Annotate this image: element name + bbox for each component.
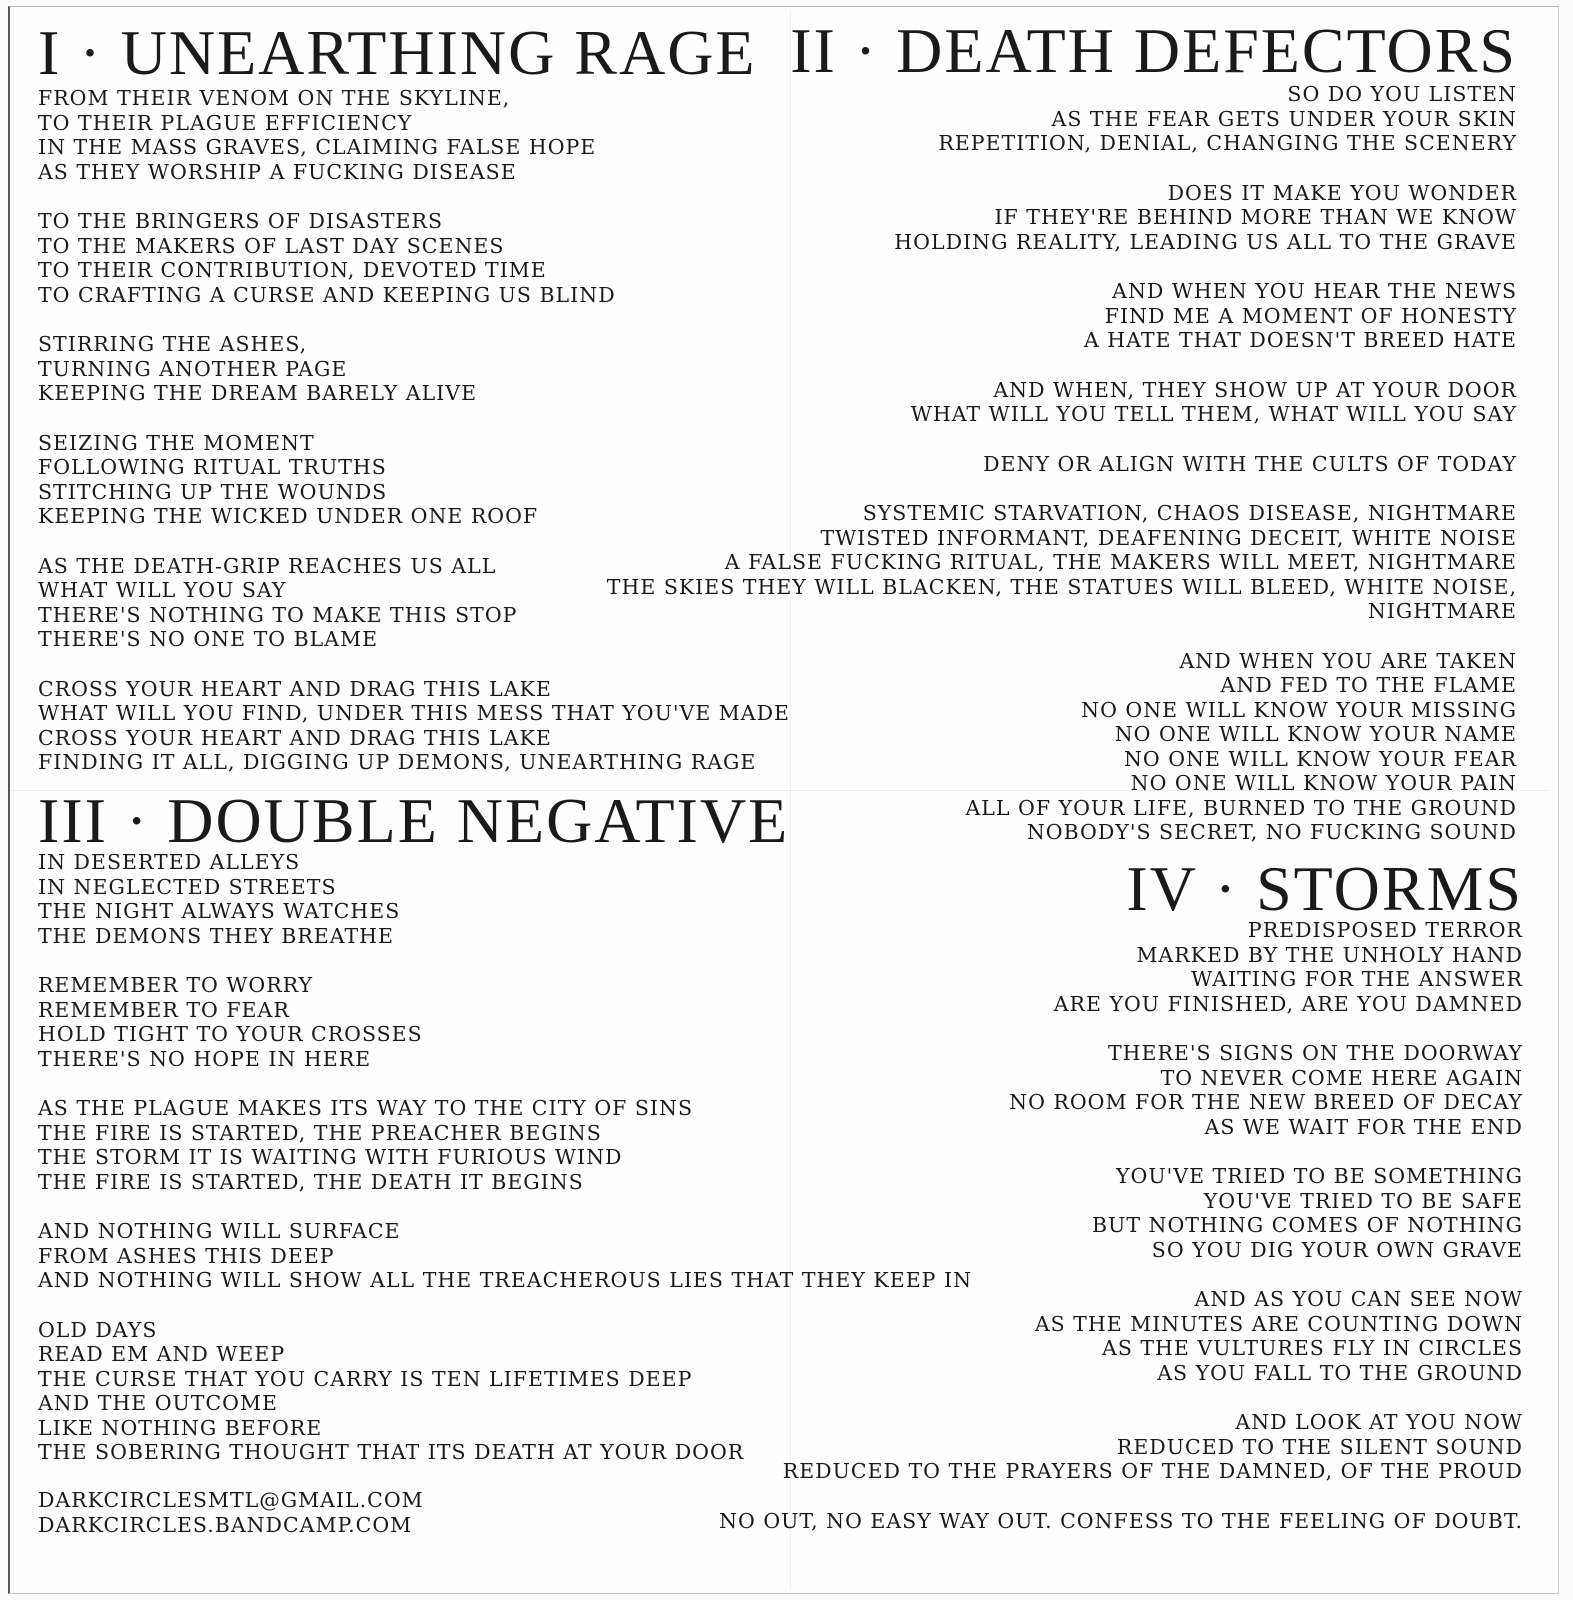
lyric-line: IN THE MASS GRAVES, CLAIMING FALSE HOPE (38, 135, 597, 159)
song-title: III · DOUBLE NEGATIVE (38, 785, 790, 856)
song-death-defectors (606, 15, 1517, 845)
lyric-line: AS THE PLAGUE MAKES ITS WAY TO THE CITY OF SINS (38, 1096, 693, 1120)
lyric-line: TO NEVER COME HERE AGAIN (1160, 1065, 1523, 1090)
lyric-line: THE FIRE IS STARTED, THE PREACHER BEGINS (38, 1120, 602, 1145)
lyric-line: TO THE MAKERS OF LAST DAY SCENES (38, 233, 505, 258)
lyric-line: AS THE DEATH-GRIP REACHES US ALL (38, 553, 497, 578)
lyric-line: TO THE BRINGERS OF DISASTERS (38, 209, 443, 233)
lyric-line: THERE'S NO ONE TO BLAME (38, 627, 379, 651)
lyric-line: DOES IT MAKE YOU WONDER (1167, 180, 1517, 205)
lyric-line: AND NOTHING WILL SURFACE (38, 1219, 401, 1243)
lyric-line: NIGHTMARE (1367, 599, 1517, 623)
lyric-line: YOU'VE TRIED TO BE SAFE (1203, 1188, 1523, 1213)
lyric-line: AND FED TO THE FLAME (1220, 673, 1517, 697)
stanza (607, 452, 1517, 477)
lyric-line: FINDING IT ALL, DIGGING UP DEMONS, UNEARTHING RAGE (38, 750, 757, 774)
lyric-line: CROSS YOUR HEART AND DRAG THIS LAKE (38, 676, 552, 701)
lyric-line: FROM ASHES THIS DEEP (38, 1243, 335, 1268)
lyric-line: AND LOOK AT YOU NOW (1235, 1410, 1523, 1434)
lyric-line: REDUCED TO THE SILENT SOUND (1116, 1434, 1523, 1459)
stanza (719, 1509, 1523, 1534)
lyric-line: PREDISPOSED TERROR (1247, 918, 1523, 942)
lyric-line: NO OUT, NO EASY WAY OUT. CONFESS TO THE FEELING OF DOUBT. (719, 1508, 1523, 1533)
stanza (607, 181, 1517, 255)
stanza (719, 1164, 1523, 1262)
lyric-line: IN NEGLECTED STREETS (38, 874, 337, 899)
lyric-line: SEIZING THE MOMENT (38, 430, 315, 455)
lyric-line: REDUCED TO THE PRAYERS OF THE DAMNED, OF THE PROUD (782, 1459, 1523, 1483)
stanza (719, 918, 1523, 1016)
lyric-line: SYSTEMIC STARVATION, CHAOS DISEASE, NIGHTMARE (862, 501, 1517, 525)
lyric-line: AS THE MINUTES ARE COUNTING DOWN (1034, 1311, 1523, 1336)
lyric-line: FOLLOWING RITUAL TRUTHS (38, 455, 387, 479)
lyric-line: NO ROOM FOR THE NEW BREED OF DECAY (1009, 1090, 1523, 1114)
lyric-line: THE SKIES THEY WILL BLACKEN, THE STATUES WILL BLEED, WHITE NOISE, (606, 574, 1517, 599)
lyric-line: TO THEIR CONTRIBUTION, DEVOTED TIME (38, 258, 547, 282)
lyric-line: NO ONE WILL KNOW YOUR FEAR (1123, 746, 1517, 771)
lyric-line: AND AS YOU CAN SEE NOW (1194, 1287, 1523, 1311)
lyric-line: NOBODY'S SECRET, NO FUCKING SOUND (1026, 820, 1517, 844)
stanza (607, 378, 1517, 427)
lyric-line: IN DESERTED ALLEYS (38, 850, 301, 874)
lyric-line: AS THE FEAR GETS UNDER YOUR SKIN (1051, 106, 1517, 131)
lyric-line: AS YOU FALL TO THE GROUND (1157, 1360, 1523, 1385)
lyric-line: AND WHEN YOU ARE TAKEN (1179, 648, 1517, 673)
lyric-line: WAITING FOR THE ANSWER (1191, 967, 1523, 991)
stanza (607, 82, 1517, 156)
lyric-line: KEEPING THE WICKED UNDER ONE ROOF (38, 504, 539, 528)
song-title: II · DEATH DEFECTORS (790, 15, 1517, 86)
song-lyrics (607, 82, 1517, 845)
lyric-line: THE STORM IT IS WAITING WITH FURIOUS WIND (38, 1145, 623, 1169)
song-title: I · UNEARTHING RAGE (38, 17, 757, 88)
lyric-line: A FALSE FUCKING RITUAL, THE MAKERS WILL MEET, NIGHTMARE (724, 550, 1517, 574)
lyric-line: CROSS YOUR HEART AND DRAG THIS LAKE (38, 725, 552, 750)
lyric-line: THE CURSE THAT YOU CARRY IS TEN LIFETIMES DEEP (38, 1366, 693, 1391)
lyric-line: REPETITION, DENIAL, CHANGING THE SCENERY (938, 131, 1517, 155)
lyric-line: HOLDING REALITY, LEADING US ALL TO THE GRAVE (894, 229, 1517, 254)
lyric-line: FIND ME A MOMENT OF HONESTY (1104, 303, 1517, 328)
lyric-line: A HATE THAT DOESN'T BREED HATE (1083, 328, 1517, 352)
stanza (607, 279, 1517, 353)
lyric-line: OLD DAYS (38, 1317, 158, 1342)
lyric-line: WHAT WILL YOU SAY (38, 578, 287, 602)
lyric-line: THERE'S SIGNS ON THE DOORWAY (1107, 1041, 1523, 1065)
lyric-line: AND WHEN YOU HEAR THE NEWS (1112, 279, 1517, 303)
lyric-line: AND THE OUTCOME (38, 1391, 278, 1415)
lyric-line: FROM THEIR VENOM ON THE SKYLINE, (38, 86, 511, 110)
lyric-line: STIRRING THE ASHES, (38, 332, 308, 356)
lyric-line: AS THEY WORSHIP A FUCKING DISEASE (38, 159, 517, 184)
song-lyrics (719, 918, 1523, 1533)
lyric-line: YOU'VE TRIED TO BE SOMETHING (1116, 1164, 1523, 1188)
lyric-line: NO ONE WILL KNOW YOUR NAME (1114, 722, 1517, 746)
lyric-line: TO CRAFTING A CURSE AND KEEPING US BLIND (38, 282, 616, 307)
lyric-line: AND NOTHING WILL SHOW ALL THE TREACHEROUS LIES THAT THEY KEEP IN (38, 1268, 973, 1292)
lyric-line: NO ONE WILL KNOW YOUR PAIN (1130, 771, 1517, 795)
lyric-line: SO DO YOU LISTEN (1287, 82, 1517, 106)
lyric-line: HOLD TIGHT TO YOUR CROSSES (38, 1022, 423, 1046)
stanza (719, 1287, 1523, 1385)
lyric-line: STITCHING UP THE WOUNDS (38, 479, 388, 504)
lyric-line: WHAT WILL YOU TELL THEM, WHAT WILL YOU SAY (910, 402, 1517, 426)
lyric-line: THERE'S NO HOPE IN HERE (38, 1046, 372, 1071)
lyric-line: AS THE VULTURES FLY IN CIRCLES (1102, 1336, 1523, 1360)
lyric-line: WHAT WILL YOU FIND, UNDER THIS MESS THAT YOU'VE MADE (38, 701, 790, 725)
lyric-line: KEEPING THE DREAM BARELY ALIVE (38, 381, 478, 405)
lyric-line: THERE'S NOTHING TO MAKE THIS STOP (38, 602, 518, 627)
lyric-line: REMEMBER TO FEAR (38, 997, 290, 1022)
contact-bandcamp-link: DARKCIRCLES.BANDCAMP.COM (38, 1512, 413, 1537)
lyric-line: LIKE NOTHING BEFORE (38, 1415, 323, 1440)
contact-email: DARKCIRCLESMTL@GMAIL.COM (38, 1488, 424, 1512)
lyric-line: THE DEMONS THEY BREATHE (38, 923, 394, 948)
lyric-line: REMEMBER TO WORRY (38, 973, 313, 997)
song-storms (719, 853, 1523, 1533)
lyric-line: THE NIGHT ALWAYS WATCHES (38, 899, 401, 923)
lyric-line: TURNING ANOTHER PAGE (38, 356, 348, 381)
lyric-line: THE SOBERING THOUGHT THAT ITS DEATH AT YOUR DOOR (38, 1440, 745, 1464)
lyric-line: THE FIRE IS STARTED, THE DEATH IT BEGINS (38, 1169, 584, 1194)
lyric-line: NO ONE WILL KNOW YOUR MISSING (1081, 697, 1517, 722)
lyric-line: ARE YOU FINISHED, ARE YOU DAMNED (1053, 991, 1523, 1016)
lyric-line: ALL OF YOUR LIFE, BURNED TO THE GROUND (965, 795, 1517, 820)
lyric-line: AND WHEN, THEY SHOW UP AT YOUR DOOR (993, 377, 1517, 402)
lyric-line: DENY OR ALIGN WITH THE CULTS OF TODAY (983, 451, 1517, 476)
contact-info (38, 1488, 424, 1537)
stanza (607, 501, 1517, 624)
stanza (719, 1410, 1523, 1484)
lyric-line: AS WE WAIT FOR THE END (1204, 1114, 1523, 1139)
lyric-line: READ EM AND WEEP (38, 1342, 286, 1366)
lyric-line: BUT NOTHING COMES OF NOTHING (1091, 1213, 1523, 1237)
lyric-line: MARKED BY THE UNHOLY HAND (1136, 942, 1523, 967)
lyric-line: IF THEY'RE BEHIND MORE THAN WE KNOW (994, 205, 1517, 229)
lyric-line: SO YOU DIG YOUR OWN GRAVE (1151, 1237, 1523, 1262)
lyric-line: TWISTED INFORMANT, DEAFENING DECEIT, WHITE NOISE (820, 525, 1517, 550)
stanza (719, 1041, 1523, 1139)
lyric-line: TO THEIR PLAGUE EFFICIENCY (38, 110, 413, 135)
song-title: IV · STORMS (1126, 853, 1523, 924)
